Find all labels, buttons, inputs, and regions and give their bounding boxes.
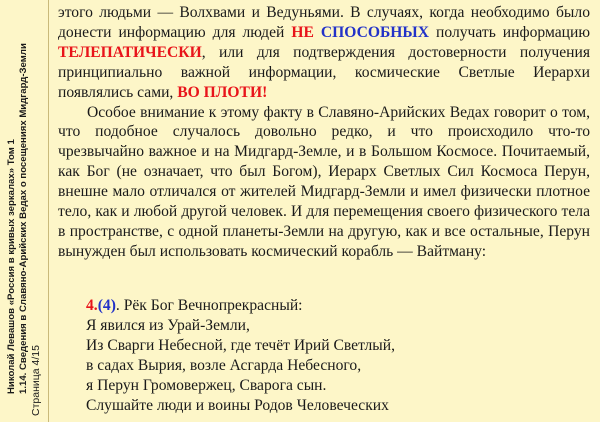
veda-quote: [86, 296, 395, 415]
emphasis-ne: НЕ: [291, 23, 314, 41]
verse-line: Я явился из Урай-Земли,: [86, 316, 250, 334]
page-sidebar: [0, 0, 49, 422]
verse-first-line: [86, 296, 395, 316]
para1-text-1: этого людьми — Волхвами и Ведуньями. В случаях, когда необходимо было донести информацию для людей: [58, 4, 590, 41]
page-number: Страница 4/15: [30, 345, 42, 416]
verse-line: Из Сварги Небесной, где течёт Ирий Светлый,: [86, 336, 396, 354]
verse-line: в садах Вырия, возле Асгарда Небесного,: [86, 356, 362, 374]
verse-first-text: . Рёк Бог Вечнопрекрасный:: [115, 297, 303, 314]
emphasis-exclaim: !: [262, 83, 268, 101]
paragraph-1: [58, 3, 590, 103]
para1-text-3: , или для подтверждения достоверности получения принципиально важной информации, космические Светлые Иерархи появлялись сами,: [58, 43, 590, 101]
verse-line: я Перун Громовержец, Сварога сын.: [86, 376, 327, 394]
emphasis-vo-ploti: ВО ПЛОТИ: [177, 83, 263, 101]
verse-line: Слушайте люди и воины Родов Человеческих: [86, 396, 389, 414]
document-body: [58, 3, 590, 262]
verse-number: 4.: [86, 297, 98, 314]
paragraph-2: Особое внимание к этому факту в Славяно-Арийских Ведах говорит о том, что подобное случалось довольно редко, и что происходило что-то чрезвычайно важное и на Мидгард-Земле, и в Большом Космосе. Почитаемый, как Бог (не означает, что был Богом), Иерарх Светлых Сил Космоса Перун, внешне мало отличался от жителей Мидгард-Земли и имел физически плотное тело, как и любой другой человек. И для перемещения своего физического тела в пространстве, с одной планеты-Земли на другую, как и все остальные, Перун вынужден был использовать космический корабль — Вайтману:: [58, 103, 590, 260]
emphasis-sposobnyh: СПОСОБНЫХ: [320, 23, 430, 41]
book-title: Николай Левашов «Россия в кривых зеркалах» Том 1: [6, 139, 17, 394]
verse-number-paren: (4): [97, 297, 116, 314]
para1-text-2: получать информацию: [429, 23, 590, 41]
chapter-title: 1.14. Сведения в Славяно-Арийских Ведах о посещениях Мидгард-Земли: [18, 43, 29, 394]
emphasis-telepaticheski: ТЕЛЕПАТИЧЕСКИ: [58, 43, 202, 61]
